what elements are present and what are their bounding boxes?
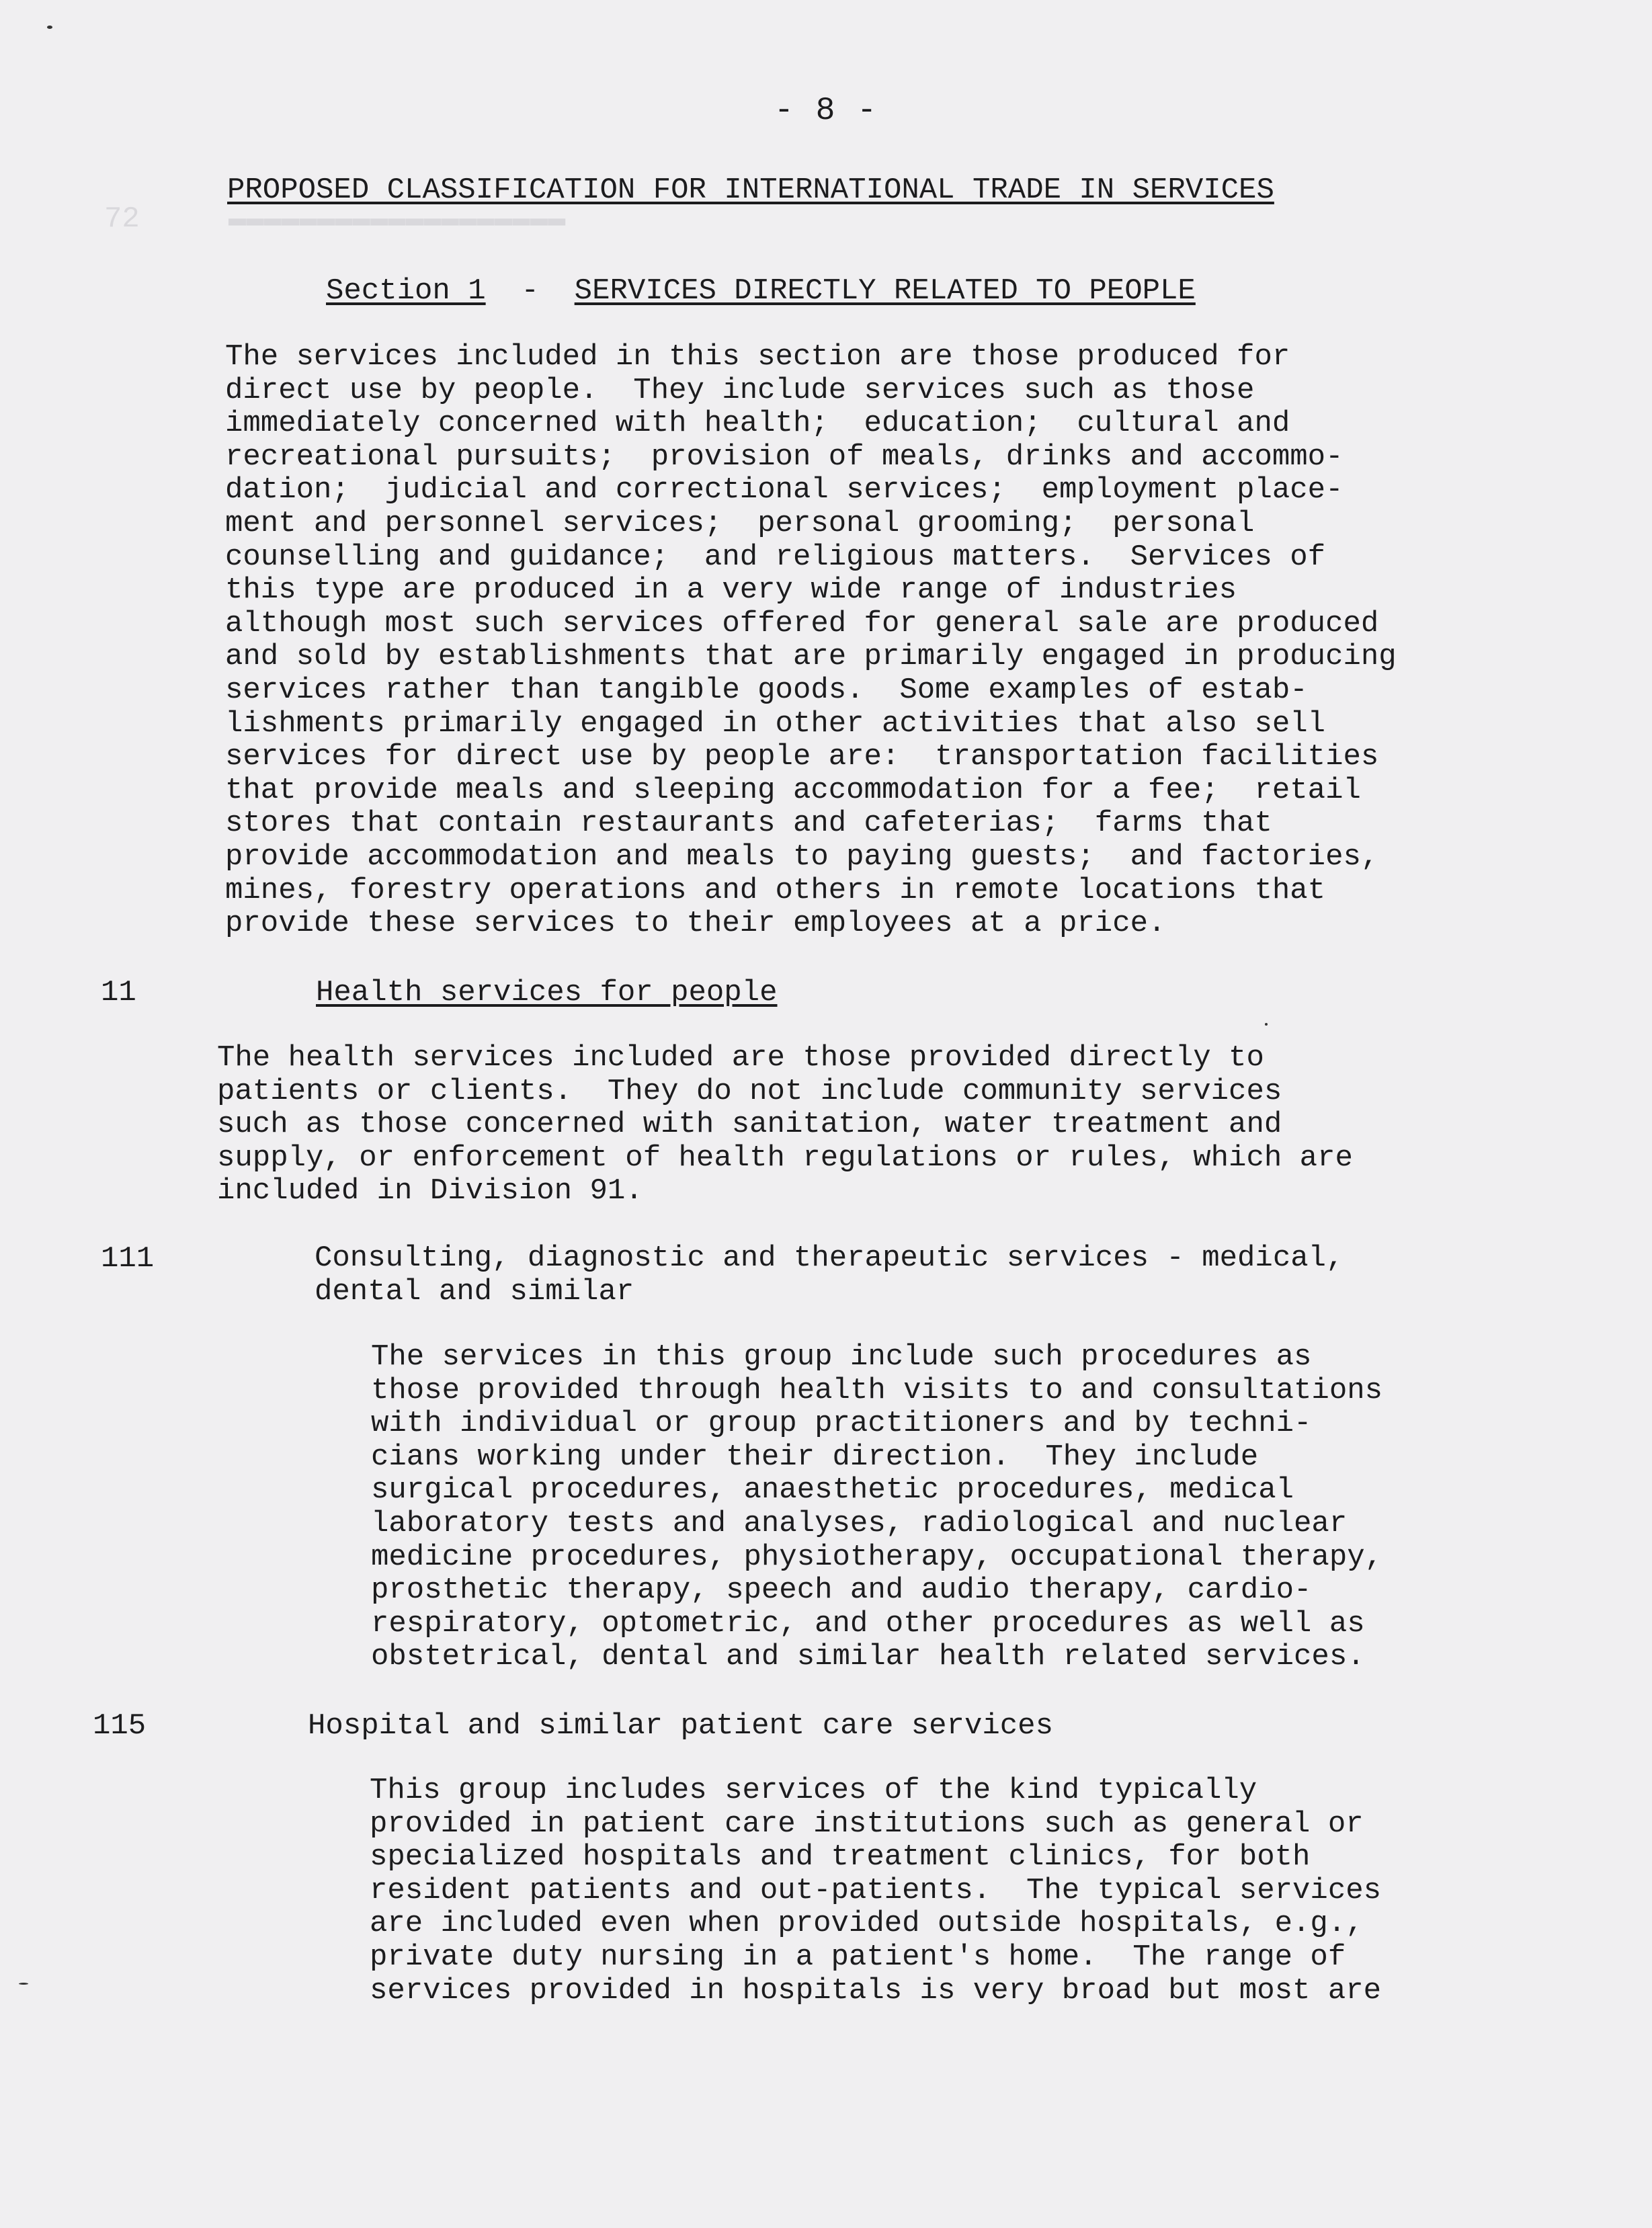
paragraph-line: immediately concerned with health; education; cultural and [225,407,1290,441]
paragraph-line: supply, or enforcement of health regulations or rules, which are [217,1141,1353,1175]
paragraph-line: counselling and guidance; and religious matters. Services of [225,540,1326,574]
paragraph-line: with individual or group practitioners and by techni- [371,1407,1312,1441]
paragraph-line: prosthetic therapy, speech and audio therapy, cardio- [371,1573,1312,1608]
paragraph-line: provided in patient care institutions such as general or [370,1807,1364,1841]
section-separator: - [521,274,539,308]
paragraph-line: provide accommodation and meals to paying guests; and factories, [225,839,1379,874]
paragraph-line: surgical procedures, anaesthetic procedures, medical [371,1473,1294,1508]
paragraph-line: although most such services offered for general sale are produced [225,606,1379,641]
paragraph-line: dation; judicial and correctional services; employment place- [225,473,1344,507]
scan-speck [47,26,52,29]
paragraph-line: specialized hospitals and treatment clinics, for both [370,1840,1311,1874]
group-code: 115 [93,1709,147,1743]
paragraph-line: laboratory tests and analyses, radiological and nuclear [371,1506,1348,1540]
section-title: SERVICES DIRECTLY RELATED TO PEOPLE [574,274,1196,308]
group-paragraph [371,1341,1382,1674]
paragraph-line: stores that contain restaurants and cafeterias; farms that [225,807,1272,841]
group-heading [315,1242,1344,1309]
document-title: PROPOSED CLASSIFICATION FOR INTERNATIONAL TRADE IN SERVICES [227,173,1274,207]
paragraph-line: recreational pursuits; provision of meals, drinks and accommo- [225,440,1344,474]
group-heading: Hospital and similar patient care services [308,1709,1053,1743]
intro-paragraph [225,341,1397,941]
paragraph-line: obstetrical, dental and similar health related services. [371,1640,1365,1674]
section-heading [326,274,1196,308]
paragraph-line: private duty nursing in a patient's home. The range of [370,1940,1346,1974]
paragraph-line: respiratory, optometric, and other procedures as well as [371,1606,1365,1641]
paragraph-line: mines, forestry operations and others in remote locations that [225,873,1326,907]
group-code: 111 [101,1242,155,1276]
paragraph-line: The services included in this section are those produced for [225,340,1290,374]
paragraph-line: are included even when provided outside hospitals, e.g., [370,1907,1364,1941]
page-number: - 8 - [774,93,878,129]
paragraph-line: cians working under their direction. They include [371,1440,1259,1474]
heading-line: dental and similar [315,1274,634,1309]
paragraph-line: services provided in hospitals is very broad but most are [370,1973,1382,2008]
paragraph-line: medicine procedures, physiotherapy, occupational therapy, [371,1540,1383,1574]
scan-speck [19,1983,28,1985]
paragraph-line: services for direct use by people are: transportation facilities [225,740,1379,774]
paragraph-line: such as those concerned with sanitation, water treatment and [217,1108,1282,1142]
paragraph-line: The health services included are those provided directly to [217,1041,1264,1075]
paragraph-line: lishments primarily engaged in other activities that also sell [225,706,1326,741]
bleed-through-shadow: 72 ▬▬▬▬▬▬▬▬▬▬▬▬▬▬▬▬▬▬▬ [104,202,566,236]
paragraph-line: those provided through health visits to and consultations [371,1373,1383,1407]
paragraph-line: This group includes services of the kind typically [370,1774,1257,1807]
division-paragraph [217,1042,1353,1208]
paragraph-line: that provide meals and sleeping accommodation for a fee; retail [225,773,1361,807]
paragraph-line: and sold by establishments that are primarily engaged in producing [225,640,1397,674]
section-label: Section 1 [326,274,486,308]
paragraph-line: direct use by people. They include services such as those [225,373,1255,407]
paragraph-line: this type are produced in a very wide range of industries [225,573,1237,608]
heading-line: Consulting, diagnostic and therapeutic services - medical, [315,1241,1344,1275]
paragraph-line: services rather than tangible goods. Some examples of estab- [225,673,1308,707]
paragraph-line: The services in this group include such procedures as [371,1340,1312,1374]
division-code: 11 [101,976,136,1009]
scan-speck [1265,1023,1268,1026]
division-heading: Health services for people [316,976,778,1009]
paragraph-line: ment and personnel services; personal grooming; personal [225,506,1255,540]
paragraph-line: resident patients and out-patients. The typical services [370,1873,1382,1907]
paragraph-line: provide these services to their employees at a price. [225,907,1166,941]
group-paragraph [370,1774,1381,2008]
paragraph-line: patients or clients. They do not include community services [217,1074,1282,1108]
paragraph-line: included in Division 91. [217,1174,643,1208]
